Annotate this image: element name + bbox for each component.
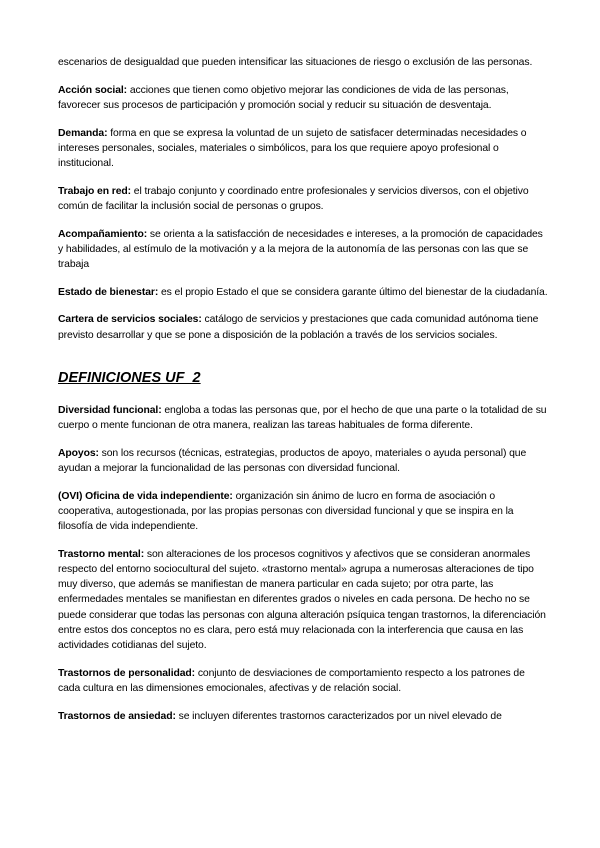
definition-term: Apoyos: [58,447,99,459]
definition-term: Diversidad funcional: [58,404,162,416]
definition-apoyos [58,446,548,476]
definition-text: se orienta a la satisfacción de necesidades e intereses, a la promoción de capacidades y habilidades, al estímulo de la motivación y a la mejora de la autonomía de las personas con las que se trabaja [58,228,543,271]
definition-term: Acompañamiento: [58,228,148,240]
definition-trastorno-mental [58,547,548,653]
intro-paragraph [58,55,548,70]
definition-trastornos-personalidad [58,666,548,696]
section-heading-uf2: DEFINICIONES UF_2 [58,369,201,386]
definition-diversidad-funcional [58,403,548,433]
definition-trastornos-ansiedad [58,709,548,724]
definition-text: conjunto de desviaciones de comportamiento respecto a los patrones de cada cultura en las dimensiones emocionales, afectivas y de relación social. [58,667,525,694]
definition-term: Cartera de servicios sociales: [58,314,202,326]
definition-estado-de-bienestar [58,285,548,300]
definition-term: Trabajo en red: [58,185,131,197]
definition-term: (OVI) Oficina de vida independiente: [58,490,233,502]
definition-ovi [58,489,548,535]
definition-acompanamiento [58,227,548,273]
definition-text: engloba a todas las personas que, por el hecho de que una parte o la totalidad de su cuerpo o mente funcionan de otra manera, realizan las tareas habituales de forma diferente. [58,404,547,432]
definition-text: son alteraciones de los procesos cognitivos y afectivos que se consideran anormales respecto del entorno sociocultural del sujeto. «trastorno mental» agrupa a numerosas alteraciones de tipo muy diverso, que además se manifiestan de manera particular en cada sujeto; por otra parte, las enfermedades mentales se manifiestan en diferentes grados o niveles en cada persona. De hecho no se puede considerar que todas las personas con alguna alteración psíquica tengan trastornos, la diferenciación entre estos dos conceptos no es clara, pero está muy relacionada con la interferencia que causa en las actividades cotidianas del sujeto. [58,548,546,651]
definition-text: son los recursos (técnicas, estrategias, productos de apoyo, materiales o ayuda personal) que ayudan a mejorar la funcionalidad de las personas con diversidad funcional. [58,447,527,474]
definition-text: catálogo de servicios y prestaciones que cada comunidad autónoma tiene previsto desarrollar y que se pone a disposición de la población a través de los servicios sociales. [58,314,539,341]
definition-term: Acción social: [58,84,128,96]
definition-trabajo-en-red [58,184,548,214]
definition-term: Estado de bienestar: [58,286,159,298]
definition-term: Trastornos de ansiedad: [58,710,176,722]
definition-term: Trastorno mental: [58,548,145,560]
intro-text: escenarios de desigualdad que pueden intensificar las situaciones de riesgo o exclusión de las personas. [58,57,533,68]
definition-text: forma en que se expresa la voluntad de un sujeto de satisfacer determinadas necesidades o intereses personales, sociales, materiales o simbólicos, para los que requiere apoyo profesional o institucional. [58,127,527,170]
definition-text: es el propio Estado el que se considera garante último del bienestar de la ciudadanía. [158,286,548,298]
document-body [58,55,548,736]
definition-text: se incluyen diferentes trastornos caracterizados por un nivel elevado de [175,710,502,722]
definition-text: el trabajo conjunto y coordinado entre profesionales y servicios diversos, con el objetivo común de facilitar la inclusión social de personas o grupos. [58,185,529,212]
definition-term: Demanda: [58,127,108,139]
definition-cartera-servicios [58,312,548,342]
definition-text: acciones que tienen como objetivo mejorar las condiciones de vida de las personas, favorecer sus procesos de participación y promoción social y reducir su situación de desventaja. [58,84,509,111]
definition-term: Trastornos de personalidad: [58,667,196,679]
definition-demanda [58,126,548,172]
definition-text: organización sin ánimo de lucro en forma de asociación o cooperativa, autogestionada, por las propias personas con diversidad funcional y que se inspira en la filosofía de vida independiente. [58,490,514,533]
definition-accion-social [58,83,548,113]
